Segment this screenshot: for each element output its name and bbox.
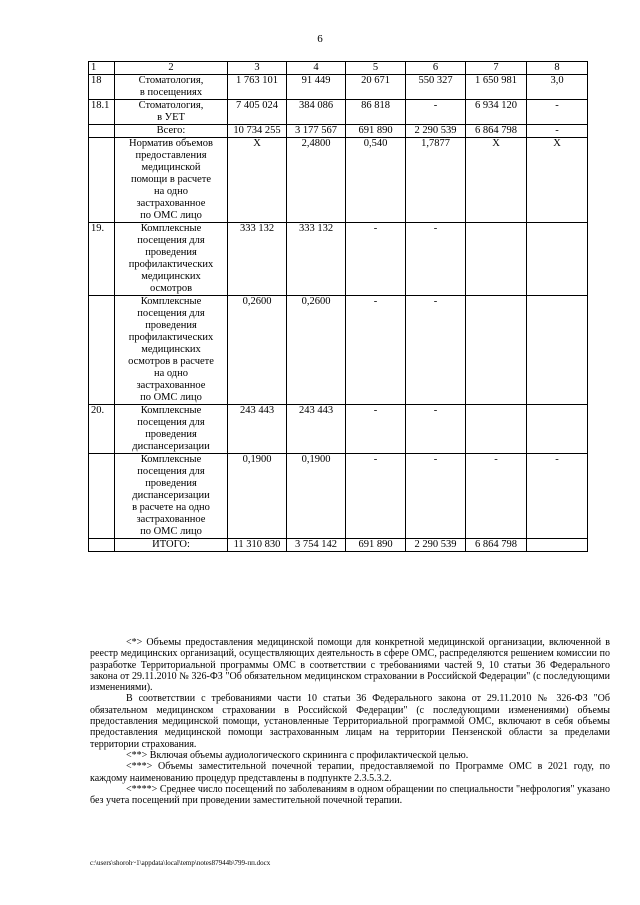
table-row [89,138,588,223]
table-cell: 20 671 [346,75,406,100]
table-cell: 2 290 539 [406,539,466,552]
table-cell: 333 132 [287,223,346,296]
table-cell: - [406,100,466,125]
table-cell: 10 734 255 [228,125,287,138]
table-cell: X [228,138,287,223]
table-cell: 691 890 [346,539,406,552]
volumes-table [88,61,588,552]
table-cell: 3 177 567 [287,125,346,138]
table-header-row [89,62,588,75]
table-cell: 6 934 120 [466,100,527,125]
table-row [89,454,588,539]
table-cell: - [406,296,466,405]
table-cell: - [346,296,406,405]
footnote-4: <****> Среднее число посещений по заболеваниям в одном обращении по специальности "нефрология" указано без учета посещений при проведении заместительной почечной терапии. [90,783,610,807]
footnote-3: <***> Объемы заместительной почечной терапии, предоставляемой по Программе ОМС в 2021 году, по каждому наименованию процедур представлены в подпункте 2.3.5.3.2. [90,761,610,784]
table-cell: 243 443 [228,405,287,454]
table-cell: 0,2600 [287,296,346,405]
footnote-1-continuation: В соответствии с требованиями части 10 статьи 36 Федерального закона от 29.11.2010 № 326-ФЗ "Об обязательном медицинском страховании в Российской Федерации" (с последующими изменениями) объемы предоставления медицинской помощи, установленные Территориальной программой ОМС, включают в себя объемы предоставления медицинской помощи застрахованным лицам на территории Пензенской области за пределами территории страхования. [90,693,610,750]
table-cell: X [466,138,527,223]
table-cell: 20. [89,405,115,454]
table-cell: 243 443 [287,405,346,454]
table-cell: 86 818 [346,100,406,125]
table-cell: 550 327 [406,75,466,100]
table-cell [89,539,115,552]
table-cell [89,138,115,223]
table-row [89,405,588,454]
table-cell: Комплексные посещения для проведения диспансеризации [115,405,228,454]
table-cell: Стоматология, в УЕТ [115,100,228,125]
table-cell: 0,2600 [228,296,287,405]
table-cell [89,454,115,539]
footnote-1: <*> Объемы предоставления медицинской помощи для конкретной медицинской организации, включенной в реестр медицинских организаций, осуществляющих деятельность в сфере ОМС, распределяются решением комиссии по разработке Территориальной программы ОМС в соответствии с требованиями частей 9, 10 статьи 36 Федерального закона от 29.11.2010 № 326-ФЗ "Об обязательном медицинском страховании в Российской Федерации" (с последующими изменениями). [90,637,610,694]
table-row [89,125,588,138]
table-cell [527,223,588,296]
file-path: c:\users\shoroh~1\appdata\local\temp\notes87944b\799-пп.docx [90,859,271,867]
table-cell: Стоматология, в посещениях [115,75,228,100]
table-cell [527,539,588,552]
table-cell: 6 [406,62,466,75]
table-cell: - [406,405,466,454]
table-row [89,75,588,100]
table-cell: 19. [89,223,115,296]
table-cell: 2 290 539 [406,125,466,138]
table-cell: 1,7877 [406,138,466,223]
table-cell: 6 864 798 [466,125,527,138]
table-cell: 1 [89,62,115,75]
table-cell: 0,1900 [228,454,287,539]
table-cell: 2 [115,62,228,75]
table-cell: 7 [466,62,527,75]
table-cell: 2,4800 [287,138,346,223]
table-cell: 7 405 024 [228,100,287,125]
footnote-2: <**> Включая объемы аудиологического скрининга с профилактической целью. [126,749,469,761]
table-row [89,223,588,296]
table-row [89,100,588,125]
footnotes [90,637,610,806]
table-cell [466,223,527,296]
table-cell: Комплексные посещения для проведения диспансеризации в расчете на одно застрахованное по ОМС лицо [115,454,228,539]
table-cell [466,405,527,454]
table-cell: 18.1 [89,100,115,125]
table-cell: 91 449 [287,75,346,100]
table-cell: - [527,454,588,539]
table-cell: - [527,100,588,125]
table-cell: 5 [346,62,406,75]
table-cell [89,125,115,138]
table-cell: - [406,223,466,296]
table-cell: 0,540 [346,138,406,223]
table-cell: 3 [228,62,287,75]
table-cell: - [406,454,466,539]
table-cell: 691 890 [346,125,406,138]
table-cell [527,405,588,454]
table-cell: - [466,454,527,539]
table-row [89,296,588,405]
table-cell: 11 310 830 [228,539,287,552]
table-cell: 4 [287,62,346,75]
table-cell: - [346,405,406,454]
table-cell [527,296,588,405]
table-cell: Комплексные посещения для проведения профилактических медицинских осмотров [115,223,228,296]
table-cell: 333 132 [228,223,287,296]
table-cell: 6 864 798 [466,539,527,552]
page-number: 6 [317,33,323,45]
table-cell: 1 763 101 [228,75,287,100]
table-cell: X [527,138,588,223]
table-cell: 3 754 142 [287,539,346,552]
table-cell: - [527,125,588,138]
table-cell: - [346,454,406,539]
table-row [89,539,588,552]
table-cell [89,296,115,405]
table-cell: 1 650 981 [466,75,527,100]
table-cell: 3,0 [527,75,588,100]
table-cell: 8 [527,62,588,75]
table-cell: 384 086 [287,100,346,125]
table-cell [466,296,527,405]
table-cell: Норматив объемов предоставления медицинской помощи в расчете на одно застрахованное по ОМС лицо [115,138,228,223]
table-cell: - [346,223,406,296]
table-cell: ИТОГО: [115,539,228,552]
table-cell: 18 [89,75,115,100]
table-cell: Комплексные посещения для проведения профилактических медицинских осмотров в расчете на одно застрахованное по ОМС лицо [115,296,228,405]
table-cell: 0,1900 [287,454,346,539]
table-cell: Всего: [115,125,228,138]
